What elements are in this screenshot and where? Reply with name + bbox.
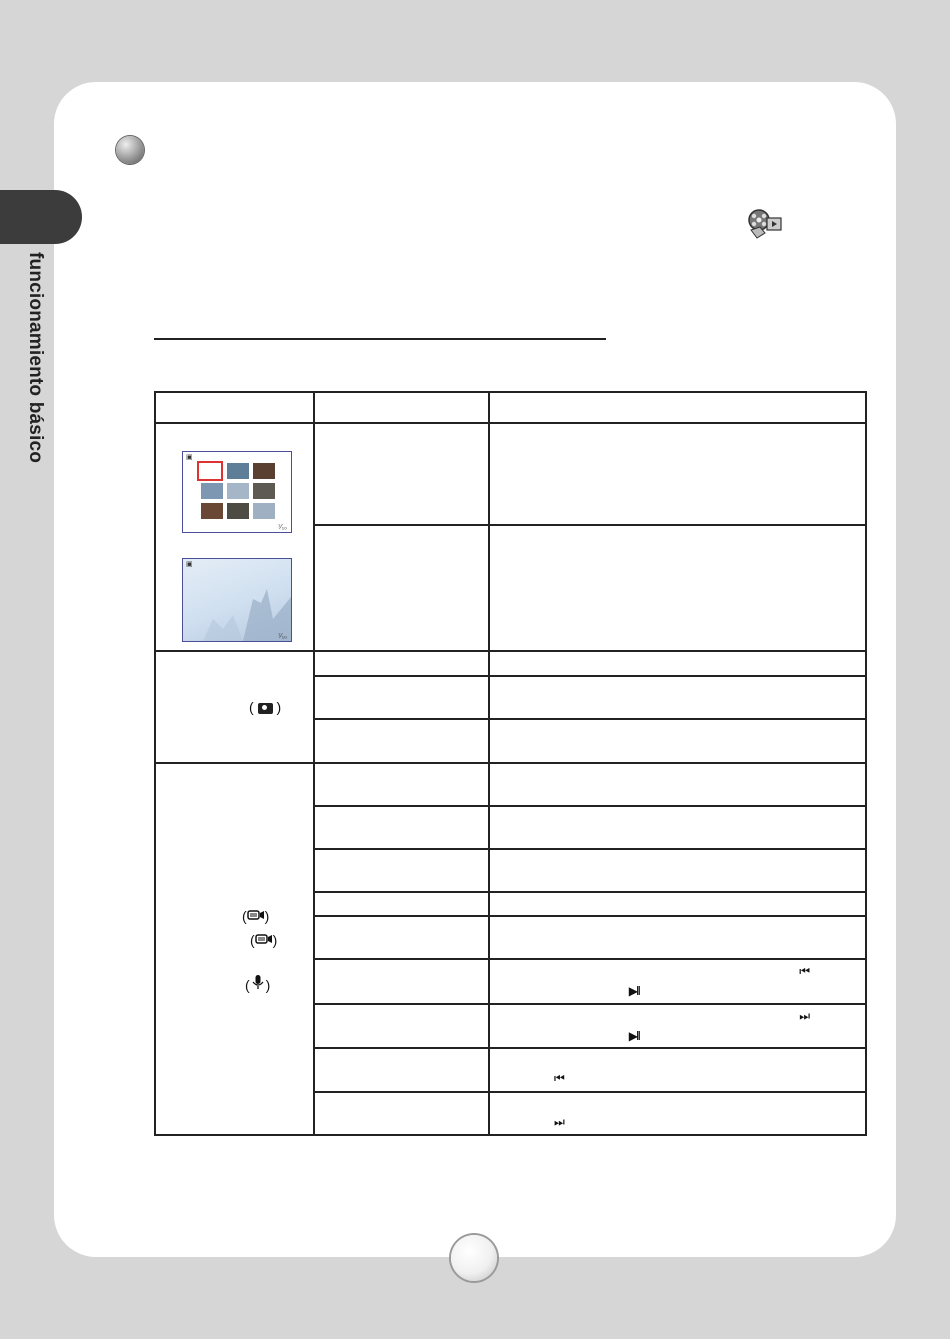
table-cell <box>314 651 489 676</box>
table-cell <box>489 1004 866 1048</box>
table-row <box>155 651 866 676</box>
image-counter: ⁷⁄₁₀ <box>278 633 287 640</box>
table-cell <box>314 525 489 651</box>
mode-indicator-icon: ▣ <box>186 561 193 568</box>
table-cell <box>314 1092 489 1135</box>
selected-thumbnail <box>199 463 221 479</box>
table-cell <box>314 849 489 892</box>
table-cell <box>314 959 489 1004</box>
play-pause-icon: ▶II <box>628 984 639 998</box>
camcorder-icon <box>247 909 265 921</box>
table-row <box>155 423 866 525</box>
table-cell <box>489 763 866 806</box>
section-label: funcionamiento básico <box>25 252 46 464</box>
header-cell <box>314 392 489 423</box>
camera-label: ( ) <box>249 699 282 715</box>
table-cell <box>314 423 489 525</box>
skip-previous-icon: ⏮ <box>554 1071 565 1085</box>
camcorder-label: ( ) <box>242 908 270 924</box>
skip-previous-icon: ⏮ <box>799 964 810 978</box>
thumbnail <box>227 503 249 519</box>
thumbnail <box>253 483 275 499</box>
section-tab <box>0 190 82 244</box>
thumbnail <box>227 463 249 479</box>
table-cell <box>489 916 866 959</box>
camcorder-label: ( ) <box>250 932 278 948</box>
snow-landscape-image <box>183 559 291 641</box>
section-rule <box>154 338 606 340</box>
video-audio-mode-cell <box>155 763 314 1135</box>
table-cell <box>489 423 866 525</box>
table-cell <box>489 719 866 763</box>
thumbnail <box>253 503 275 519</box>
table-cell <box>489 651 866 676</box>
camera-icon <box>258 703 273 714</box>
microphone-icon <box>250 974 266 990</box>
header-cell <box>489 392 866 423</box>
table-header-row <box>155 392 866 423</box>
header-cell <box>155 392 314 423</box>
play-pause-icon: ▶II <box>628 1029 639 1043</box>
film-reel-playback-icon <box>745 208 785 242</box>
skip-next-icon: ⏭ <box>554 1115 565 1129</box>
image-counter: ⁷⁄₁₀ <box>278 524 287 531</box>
table-cell <box>489 1048 866 1092</box>
table-cell <box>489 959 866 1004</box>
playback-screens-cell <box>155 423 314 651</box>
table-cell <box>489 849 866 892</box>
table-cell <box>489 525 866 651</box>
table-cell <box>489 1092 866 1135</box>
table-cell <box>314 763 489 806</box>
table-cell <box>314 806 489 849</box>
table-cell <box>314 916 489 959</box>
camcorder-icon <box>255 933 273 945</box>
page-number-badge <box>451 1235 497 1281</box>
mode-indicator-icon: ▣ <box>186 454 193 461</box>
thumbnail <box>227 483 249 499</box>
single-image-screen <box>182 558 292 642</box>
table-cell <box>489 676 866 719</box>
skip-next-icon: ⏭ <box>799 1009 810 1023</box>
function-table <box>154 391 867 1136</box>
table-cell <box>314 719 489 763</box>
table-row <box>155 763 866 806</box>
thumbnail <box>253 463 275 479</box>
thumbnail <box>201 483 223 499</box>
table-cell <box>489 806 866 849</box>
thumbnail <box>201 503 223 519</box>
table-cell <box>314 1004 489 1048</box>
thumbnail-screen <box>182 451 292 533</box>
table-cell <box>489 892 866 916</box>
sphere-bullet-icon <box>116 136 144 164</box>
photo-mode-cell <box>155 651 314 763</box>
table-cell <box>314 676 489 719</box>
table-cell <box>314 1048 489 1092</box>
table-cell <box>314 892 489 916</box>
microphone-label: ( ) <box>245 974 270 993</box>
